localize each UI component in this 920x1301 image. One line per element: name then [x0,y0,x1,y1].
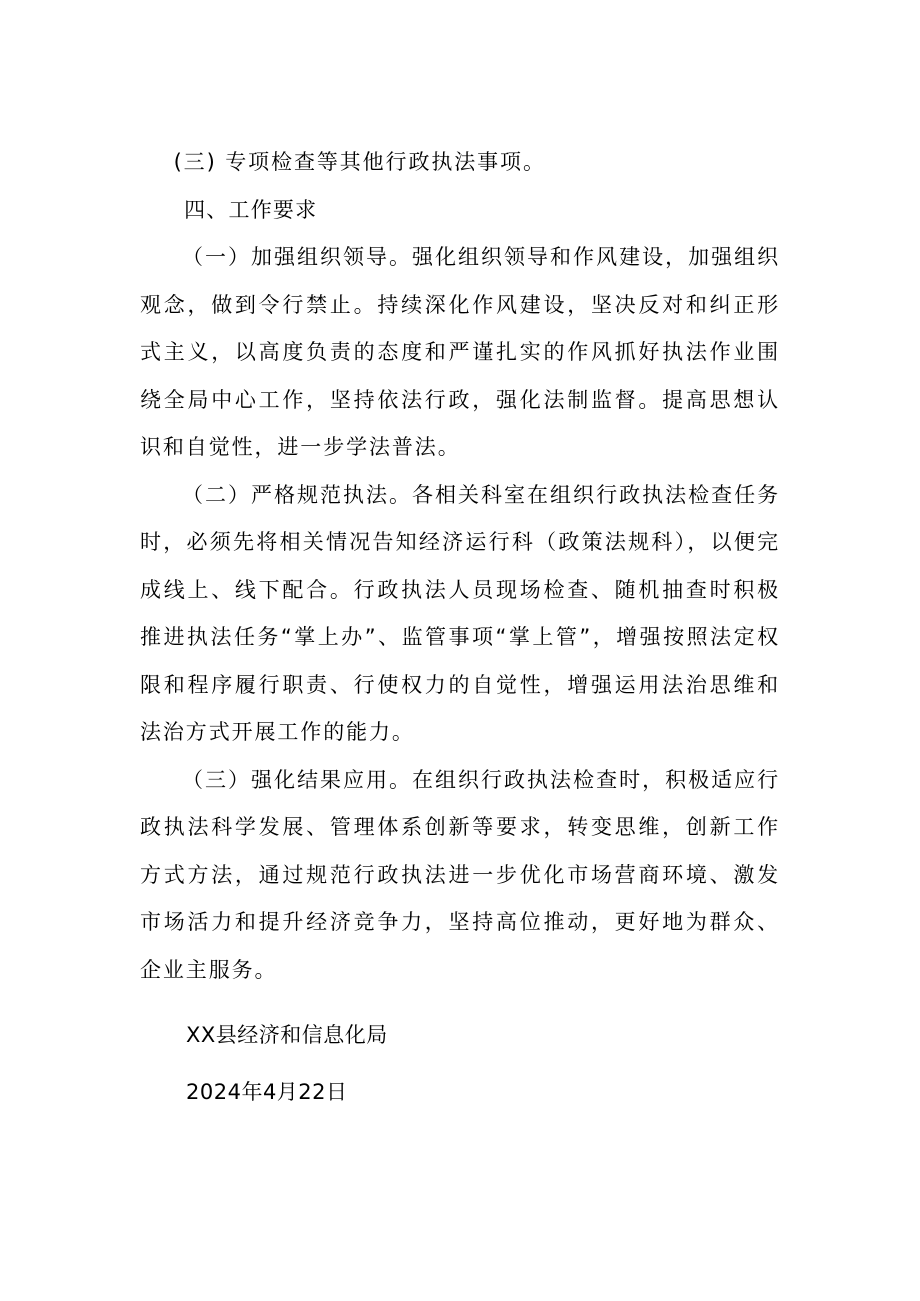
signature-organization: XX县经济和信息化局 [186,1023,388,1047]
paragraph-standardize-enforcement: （二）严格规范执法。各相关科室在组织行政执法检查任务时，必须先将相关情况告知经济运行科（政策法规科），以便完成线上、线下配合。行政执法人员现场检查、随机抽查时积极推进执法任务“掌上办”、监管事项“掌上管”，增强按照法定权限和程序履行职责、行使权力的自觉性，增强运用法治思维和法治方式开展工作的能力。 [140,482,780,744]
section-4-heading: 四、工作要求 [184,197,318,222]
paragraph-strengthen-leadership: （一）加强组织领导。强化组织领导和作风建设，加强组织观念，做到令行禁止。持续深化作风建设，坚决反对和纠正形式主义，以高度负责的态度和严谨扎实的作风抓好执法作业围绕全局中心工作，坚持依法行政，强化法制监督。提高思想认识和自觉性，进一步学法普法。 [140,245,780,459]
document-body [140,139,780,994]
signature-date: 2024年4月22日 [186,1080,348,1104]
paragraph-apply-results: （三）强化结果应用。在组织行政执法检查时，积极适应行政执法科学发展、管理体系创新等要求，转变思维，创新工作方式方法，通过规范行政执法进一步优化市场营商环境、激发市场活力和提升经济竞争力，坚持高位推动，更好地为群众、企业主服务。 [140,767,780,982]
item-3-special-inspection: (三) 专项检查等其他行政执法事项。 [173,150,546,174]
